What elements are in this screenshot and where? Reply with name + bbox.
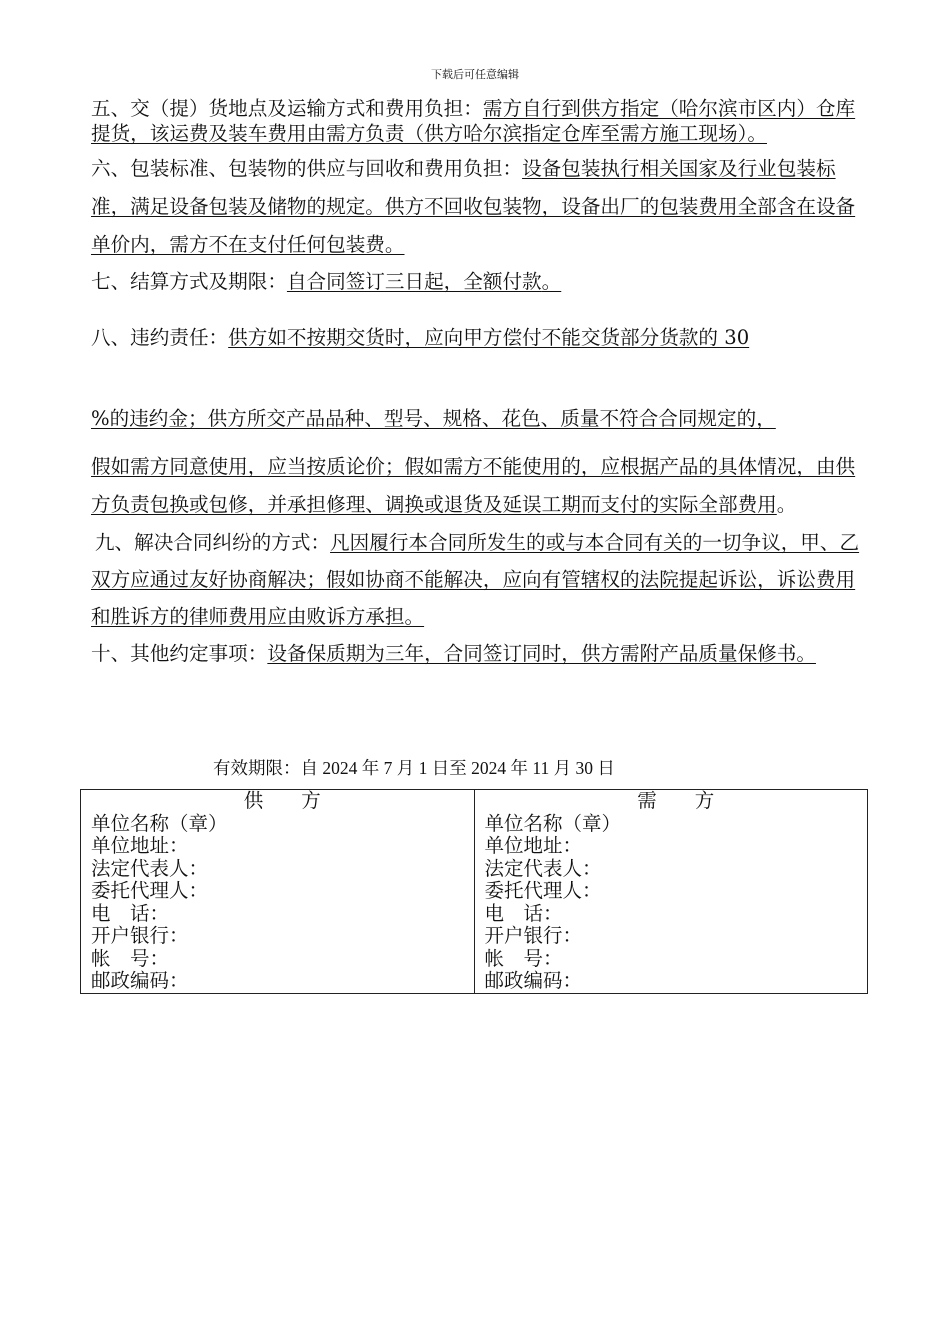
contract-clauses <box>91 96 861 672</box>
clause-content: 需方自行到供方指定（哈尔滨市区内）仓库提货，该运费及装车费用由需方负责（供方哈尔滨指定仓库至需方施工现场）。 <box>91 97 856 145</box>
buyer-field-account: 帐 号： <box>484 946 563 970</box>
clause-packaging <box>91 150 861 264</box>
clause-other <box>91 635 861 672</box>
clause-label: 十、其他约定事项： <box>91 642 268 665</box>
buyer-field-phone: 电 话： <box>484 901 563 925</box>
clause-tail: 。 <box>776 493 797 516</box>
clause-content: 自合同签订三日起，全额付款 <box>286 270 542 293</box>
clause-content: 设备保质期为三年，合同签订同时，供方需附产品质量保修书。 <box>267 642 816 665</box>
buyer-title: 需方 <box>637 789 753 812</box>
buyer-field-postcode: 邮政编码： <box>484 969 583 992</box>
supplier-field-legal-rep: 法定代表人： <box>91 856 209 880</box>
supplier-title: 供方 <box>243 789 359 812</box>
clause-content-part-a: 供方如不按期交货时，应向甲方偿付不能交货部分货款的 30 <box>228 326 750 349</box>
clause-dispute <box>91 524 861 635</box>
header-note: 下载后可任意编辑 <box>431 68 519 81</box>
supplier-field-account: 帐 号： <box>91 946 170 970</box>
supplier-field-postcode: 邮政编码： <box>91 969 189 992</box>
clause-label: 五、交（提）货地点及运输方式和费用负担： <box>91 97 483 120</box>
clause-delivery <box>91 96 861 146</box>
clause-content-part-c: 假如需方同意使用，应当按质论价；假如需方不能使用的，应根据产品的具体情况，由供方负责包换或包修，并承担修理、调换或退货及延误工期而支付的实际全部费用 <box>91 455 856 516</box>
supplier-field-name: 单位名称（章） <box>91 811 228 835</box>
buyer-column <box>474 790 868 994</box>
supplier-column <box>81 790 475 994</box>
supplier-field-phone: 电 话： <box>91 901 170 925</box>
clause-content: 设备包装执行相关国家及行业包装标准，满足设备包装及储物的规定。供方不回收包装物，设备出厂的包装费用全部含在设备单价内，需方不在支付任何包装费。 <box>91 157 856 256</box>
buyer-field-legal-rep: 法定代表人： <box>484 856 602 880</box>
buyer-field-bank: 开户银行： <box>484 924 583 947</box>
party-signature-table <box>80 789 868 994</box>
supplier-field-bank: 开户银行： <box>91 924 189 947</box>
clause-content-part-b: %的违约金；供方所交产品品种、型号、规格、花色、质量不符合合同规定的， <box>91 407 776 430</box>
clause-label: 六、包装标准、包装物的供应与回收和费用负担： <box>91 157 523 180</box>
clause-content: 凡因履行本合同所发生的或与本合同有关的一切争议，甲、乙双方应通过友好协商解决；假如协商不能解决，应向有管辖权的法院提起诉讼，诉讼费用和胜诉方的律师费用应由败诉方承担。 <box>91 531 860 628</box>
buyer-field-name: 单位名称（章） <box>484 811 622 835</box>
buyer-field-agent: 委托代理人： <box>484 879 602 902</box>
validity-period: 有效期限：自 2024 年 7 月 1 日至 2024 年 11 月 30 日 <box>213 758 615 778</box>
supplier-field-address: 单位地址： <box>91 834 189 857</box>
clause-liability <box>91 319 861 438</box>
clause-liability-continued <box>91 448 861 524</box>
clause-label: 九、解决合同纠纷的方式： <box>94 531 331 554</box>
buyer-field-address: 单位地址： <box>484 834 583 857</box>
clause-tail: 。 <box>541 270 562 293</box>
clause-settlement <box>91 263 861 301</box>
supplier-field-agent: 委托代理人： <box>91 879 209 902</box>
clause-label: 七、结算方式及期限： <box>91 270 287 293</box>
clause-label: 八、违约责任： <box>91 326 229 349</box>
